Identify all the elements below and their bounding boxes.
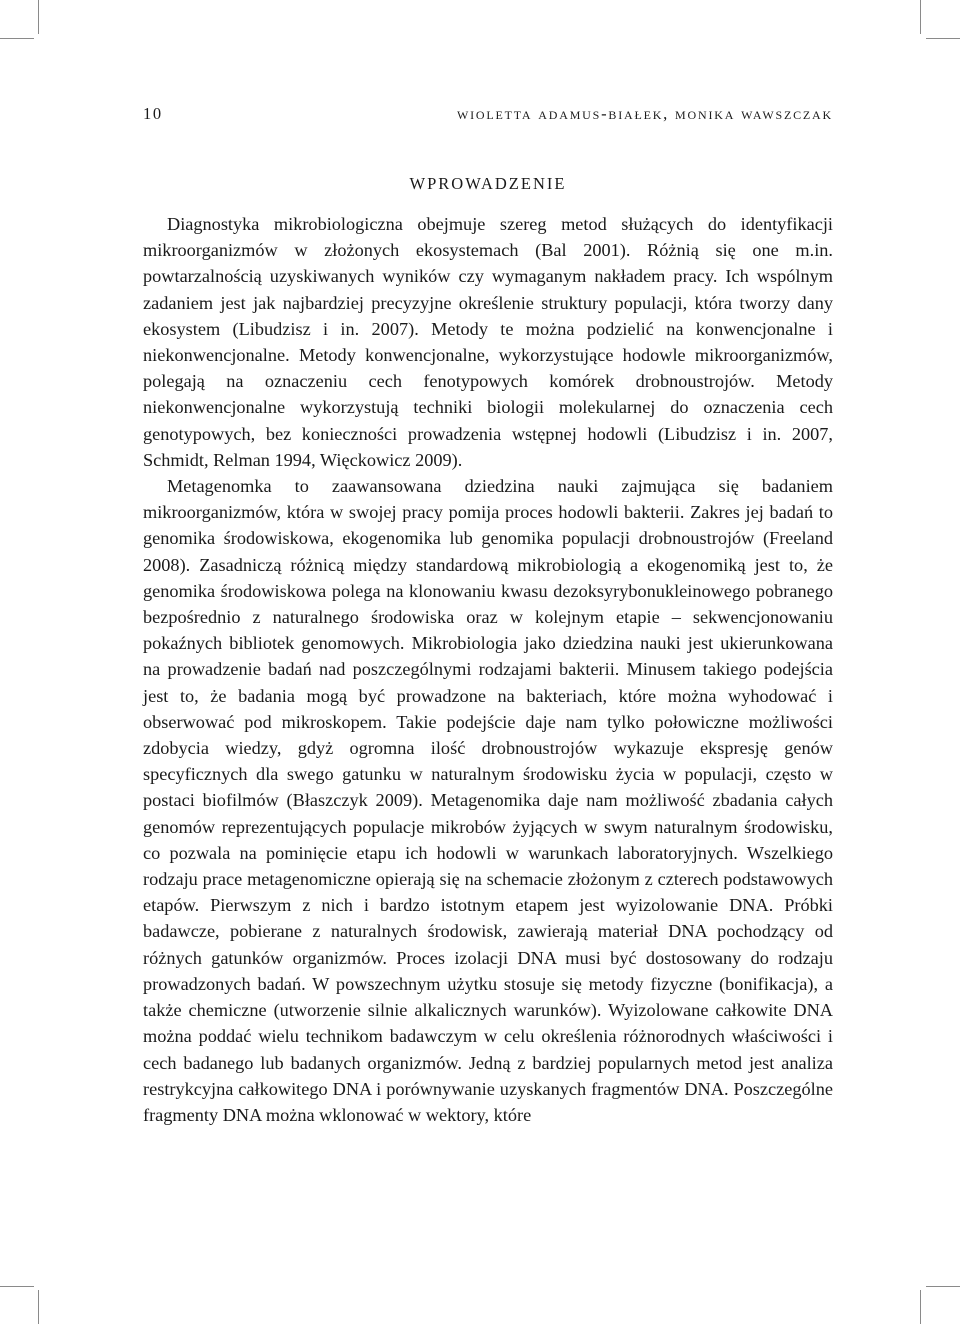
running-head	[143, 104, 833, 130]
page-content	[143, 104, 833, 1128]
crop-mark-bottom-left-h	[0, 1286, 34, 1287]
page-number: 10	[143, 104, 163, 123]
running-title: wioletta adamus-białek, monika wawszczak	[456, 104, 833, 123]
crop-mark-bottom-right	[920, 1290, 921, 1324]
paragraph: Diagnostyka mikrobiologiczna obejmuje szereg metod służących do identyfikacji mikroorganizmów w złożonych ekosystemach (Bal 2001). Różnią się one m.in. powtarzalnością uzyskiwanych wyników czy wymaganym nakładem pracy. Ich wspólnym zadaniem jest jak najbardziej precyzyjne określenie struktury populacji, która tworzy dany ekosystem (Libudzisz i in. 2007). Metody te można podzielić na konwencjonalne i niekonwencjonalne. Metody konwencjonalne, wykorzystujące hodowle mikroorganizmów, polegają na oznaczeniu cech fenotypowych komórek drobnoustrojów. Metody niekonwencjonalne wykorzystują techniki biologii molekularnej do oznaczenia cech genotypowych, bez konieczności prowadzenia wstępnej hodowli (Libudzisz i in. 2007, Schmidt, Relman 1994, Więckowicz 2009).	[143, 214, 833, 470]
section-title: WPROWADZENIE	[409, 174, 567, 193]
crop-mark-top-right-h	[926, 38, 960, 39]
paragraph: Metagenomka to zaawansowana dziedzina nauki zajmująca się badaniem mikroorganizmów, która w swojej pracy pomija proces hodowli bakterii. Zakres jej badań to genomika środowiskowa, ekogenomika lub genomika populacji drobnoustrojów (Freeland 2008). Zasadniczą różnicą między standardową mikrobiologią a ekogenomiką jest to, że genomika środowiskowa polega na klonowaniu kwasu dezoksyrybonukleinowego pobranego bezpośrednio z naturalnego środowiska oraz w kolejnym etapie – sekwencjonowaniu pokaźnych bibliotek genomowych. Mikrobiologia jako dziedzina nauki jest ukierunkowana na prowadzenie badań nad poszczególnymi rodzajami bakterii. Minusem takiego podejścia jest to, że badania mogą być prowadzone na bakteriach, które można wyhodować i obserwować pod mikroskopem. Takie podejście daje nam tylko połowiczne możliwości zdobycia wiedzy, gdyż ogromna ilość drobnoustrojów wykazuje ekspresję genów specyficznych dla swego gatunku w naturalnym środowisku życia w populacji, często w postaci biofilmów (Błaszczyk 2009). Metagenomika daje nam możliwość zbadania całych genomów reprezentujących populacje mikrobów żyjących w swym naturalnym środowisku, co pozwala na pominięcie etapu ich hodowli w warunkach laboratoryjnych. Wszelkiego rodzaju prace metagenomiczne opierają się na schemacie złożonym z czterech podstawowych etapów. Pierwszym z nich i bardzo istotnym etapem jest wyizolowanie DNA. Próbki badawcze, pobierane z naturalnych środowisk, zawierają materiał DNA pochodzący od różnych gatunków organizmów. Proces izolacji DNA musi być dostosowany do rodzaju prowadzonych badań. W powszechnym użytku stosuje się metody fizyczne (bonifikacja), a także chemiczne (utworzenie silnie alkalicznych warunków). Wyizolowane całkowite DNA można poddać wielu technikom badawczym w celu określenia różnorodnych właściwości i cech badanego lub badanych organizmów. Jedną z bardziej popularnych metod jest analiza restrykcyjna całkowitego DNA i porównywanie uzyskanych fragmentów DNA. Poszczególne fragmenty DNA można wklonować w wektory, które	[143, 476, 833, 1125]
crop-mark-bottom-right-h	[926, 1286, 960, 1287]
crop-mark-top-right	[920, 0, 921, 34]
body-text	[143, 211, 833, 1128]
crop-mark-bottom-left	[38, 1290, 39, 1324]
crop-mark-top-left-h	[0, 38, 34, 39]
crop-mark-top-left	[38, 0, 39, 34]
